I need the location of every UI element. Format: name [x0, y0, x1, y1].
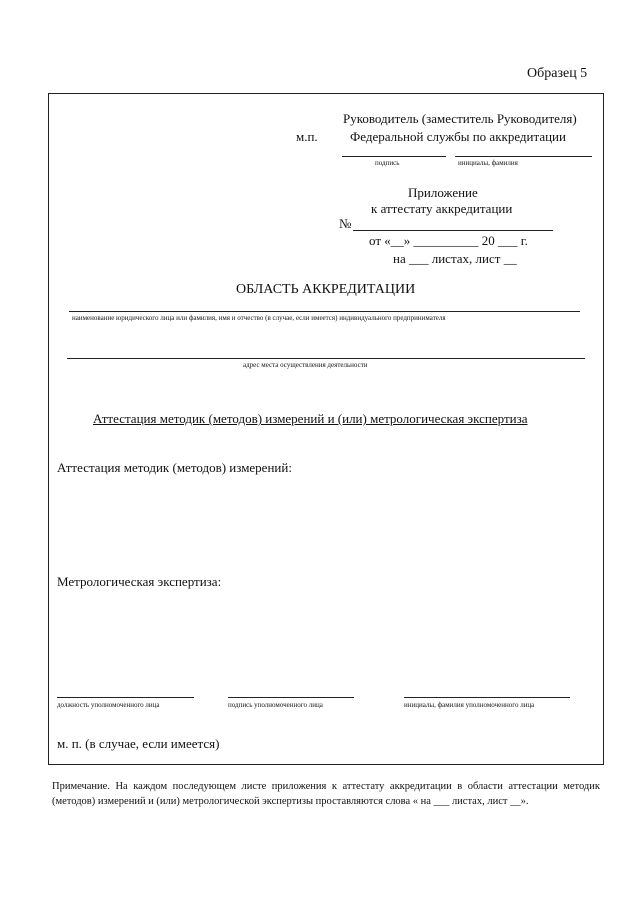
page-title: ОБЛАСТЬ АККРЕДИТАЦИИ [236, 282, 416, 297]
number-line [353, 230, 553, 231]
appendix-subtitle: к аттестату аккредитации [371, 201, 513, 216]
stamp-note: м. п. (в случае, если имеется) [57, 736, 220, 751]
methods-label: Аттестация методик (методов) измерений: [57, 460, 292, 475]
signature-line [342, 156, 446, 157]
address-line [67, 358, 585, 359]
authorized-initials-line [404, 697, 570, 698]
authorized-signature-caption: подпись уполномоченного лица [228, 701, 323, 709]
expertise-label: Метрологическая экспертиза: [57, 574, 222, 589]
footnote: Примечание. На каждом последующем листе приложения к аттестату аккредитации в области аттестации методик (методов) измерений и (или) метрологической экспертизы проставляются слова « на ___ листах, лист __». [52, 781, 600, 807]
authorized-initials-caption: инициалы, фамилия уполномоченного лица [404, 701, 535, 709]
signature-caption: подпись [375, 159, 400, 167]
appendix-title: Приложение [408, 185, 478, 200]
entity-line [69, 311, 580, 312]
position-line [57, 697, 194, 698]
position-caption: должность уполномоченного лица [57, 701, 160, 709]
initials-line [455, 156, 592, 157]
stamp-mark: м.п. [296, 129, 318, 144]
sheets-line: на ___ листах, лист __ [393, 251, 517, 266]
entity-caption: наименование юридического лица или фамилия, имя и отчество (в случае, если имеется) индивидуального предпринимателя [72, 314, 446, 322]
date-line: от «__» __________ 20 ___ г. [369, 233, 528, 248]
head-title-line1: Руководитель (заместитель Руководителя) [343, 111, 577, 126]
authorized-signature-line [228, 697, 354, 698]
initials-caption: инициалы, фамилия [458, 159, 518, 167]
sample-label: Образец 5 [527, 66, 588, 81]
address-caption: адрес места осуществления деятельности [243, 361, 368, 369]
number-prefix: № [339, 216, 352, 231]
head-title-line2: Федеральной службы по аккредитации [350, 129, 566, 144]
subject-heading: Аттестация методик (методов) измерений и (или) метрологическая экспертиза [93, 411, 528, 426]
form-frame [48, 93, 604, 765]
